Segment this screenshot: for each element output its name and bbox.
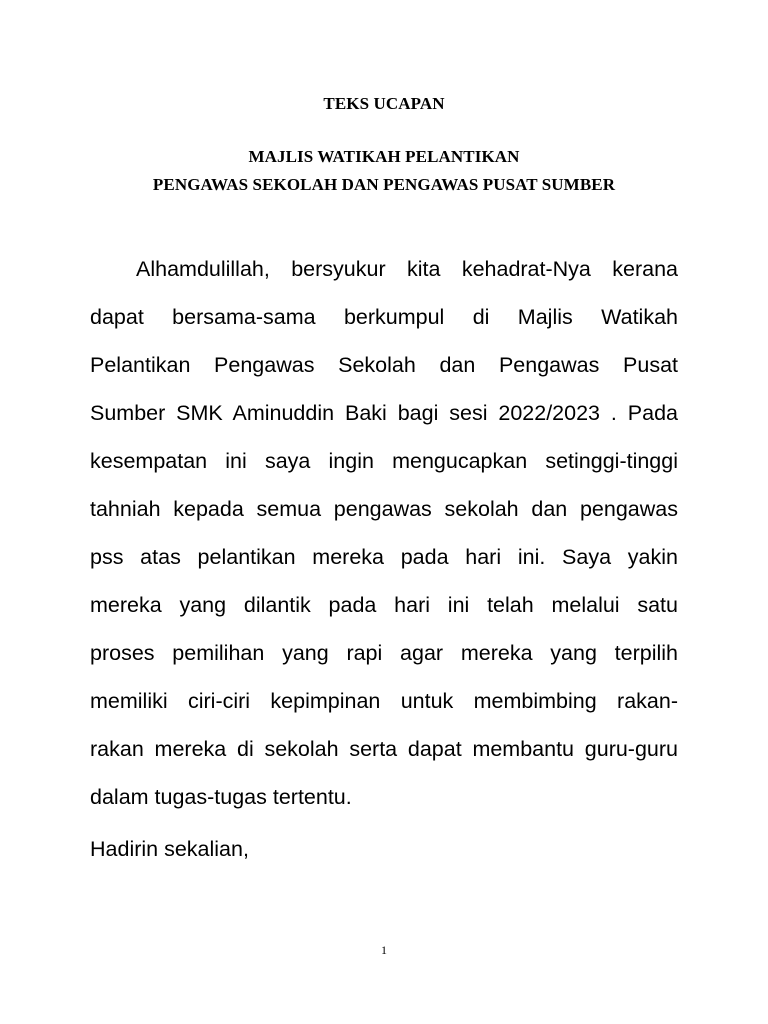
speech-paragraph-1 [90, 256, 678, 832]
paragraph-line: rakan mereka di sekolah serta dapat membantu guru-guru [90, 737, 678, 761]
paragraph-line: memiliki ciri-ciri kepimpinan untuk membimbing rakan- [90, 689, 678, 713]
paragraph-line: dapat bersama-sama berkumpul di Majlis Watikah [90, 305, 678, 329]
greeting-line: Hadirin sekalian, [90, 837, 249, 861]
paragraph-line: dalam tugas-tugas tertentu. [90, 785, 352, 809]
paragraph-line: pss atas pelantikan mereka pada hari ini. Saya yakin [90, 545, 678, 569]
page-number: 1 [381, 943, 387, 957]
event-title-line-2: PENGAWAS SEKOLAH DAN PENGAWAS PUSAT SUMBER [152, 175, 616, 194]
speech-paragraph-2 [90, 836, 678, 884]
paragraph-line: tahniah kepada semua pengawas sekolah dan pengawas [90, 497, 678, 521]
paragraph-line: Pelantikan Pengawas Sekolah dan Pengawas Pusat [90, 353, 678, 377]
event-title-line-1: MAJLIS WATIKAH PELANTIKAN [248, 147, 520, 166]
document-title: TEKS UCAPAN [323, 94, 445, 113]
paragraph-line: Sumber SMK Aminuddin Baki bagi sesi 2022/2023 . Pada [90, 401, 678, 425]
paragraph-line: proses pemilihan yang rapi agar mereka yang terpilih [90, 641, 678, 665]
paragraph-line: kesempatan ini saya ingin mengucapkan setinggi-tinggi [90, 449, 678, 473]
paragraph-line: Alhamdulillah, bersyukur kita kehadrat-Nya kerana [136, 257, 678, 281]
paragraph-line: mereka yang dilantik pada hari ini telah melalui satu [90, 593, 678, 617]
